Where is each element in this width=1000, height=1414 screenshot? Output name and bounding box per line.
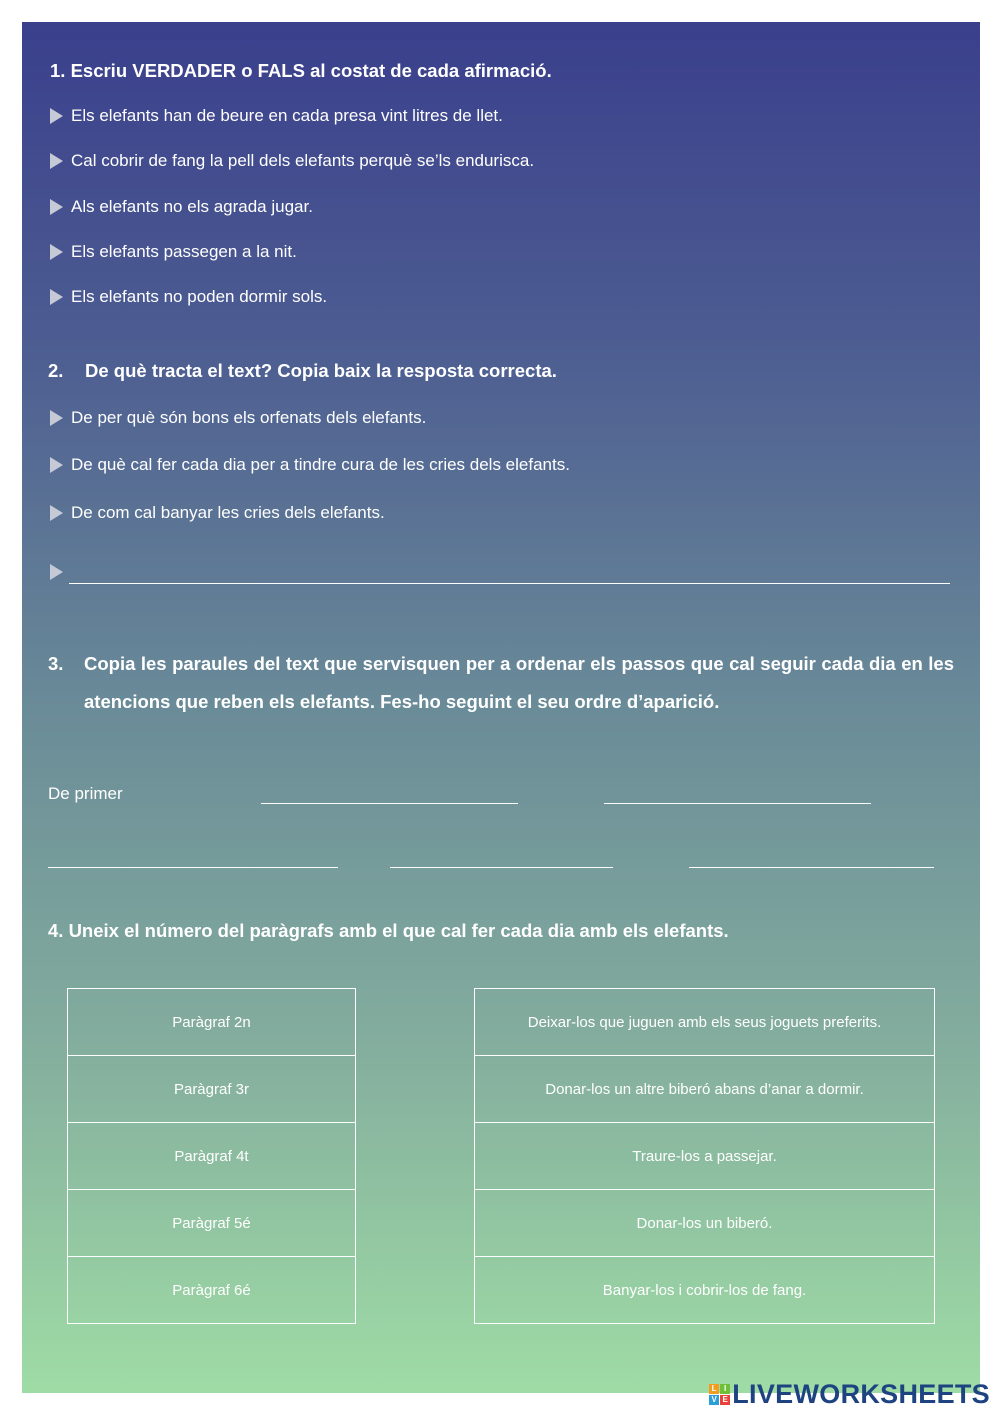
- triangle-bullet-icon: [50, 244, 63, 260]
- table-row: [68, 1257, 356, 1324]
- worksheet: [22, 22, 980, 1393]
- paragraph-cell[interactable]: Paràgraf 3r: [68, 1056, 356, 1123]
- paragraph-cell[interactable]: Paràgraf 5é: [68, 1190, 356, 1257]
- first-label: De primer: [48, 784, 123, 803]
- table-row: [68, 989, 356, 1056]
- q2-option: [50, 455, 570, 475]
- paragraph-table: [67, 988, 356, 1324]
- triangle-bullet-icon: [50, 108, 63, 124]
- triangle-bullet-icon: [50, 410, 63, 426]
- triangle-bullet-icon: [50, 457, 63, 473]
- q2-option: [50, 503, 385, 523]
- logo-letter: E: [720, 1395, 730, 1405]
- question-3-number: 3.: [48, 653, 64, 674]
- action-cell[interactable]: Deixar-los que juguen amb els seus joguets preferits.: [475, 989, 935, 1056]
- triangle-bullet-icon: [50, 289, 63, 305]
- q3-answer-field-4[interactable]: [390, 867, 613, 868]
- question-1-title: 1. Escriu VERDADER o FALS al costat de cada afirmació.: [50, 60, 552, 81]
- q2-option-text: De per què són bons els orfenats dels elefants.: [71, 408, 427, 427]
- liveworksheets-logo: [709, 1379, 990, 1410]
- question-4-title: 4. Uneix el número del paràgrafs amb el que cal fer cada dia amb els elefants.: [48, 920, 729, 941]
- q1-statement-text: Els elefants passegen a la nit.: [71, 242, 297, 261]
- action-cell[interactable]: Donar-los un altre biberó abans d’anar a dormir.: [475, 1056, 935, 1123]
- q1-statement-text: Els elefants no poden dormir sols.: [71, 287, 328, 306]
- logo-letter: L: [709, 1384, 719, 1394]
- table-row: [475, 1190, 935, 1257]
- q1-statement-text: Als elefants no els agrada jugar.: [71, 197, 313, 216]
- q1-statement-text: Cal cobrir de fang la pell dels elefants perquè se’ls endurisca.: [71, 151, 535, 170]
- triangle-bullet-icon: [50, 153, 63, 169]
- q1-statement: [50, 106, 503, 126]
- q2-answer-row: [50, 564, 71, 580]
- action-table: [474, 988, 935, 1324]
- paragraph-cell[interactable]: Paràgraf 4t: [68, 1123, 356, 1190]
- brand-name: LIVEWORKSHEETS: [732, 1379, 990, 1409]
- paragraph-cell[interactable]: Paràgraf 2n: [68, 989, 356, 1056]
- paragraph-cell[interactable]: Paràgraf 6é: [68, 1257, 356, 1324]
- q2-option-text: De com cal banyar les cries dels elefants.: [71, 503, 385, 522]
- q3-answer-field-2[interactable]: [604, 803, 871, 804]
- q1-statement: [50, 197, 313, 217]
- q1-statement-text: Els elefants han de beure en cada presa vint litres de llet.: [71, 106, 503, 125]
- q3-answer-field-5[interactable]: [689, 867, 934, 868]
- table-row: [68, 1056, 356, 1123]
- question-2-title: [48, 360, 557, 382]
- triangle-bullet-icon: [50, 199, 63, 215]
- table-row: [68, 1123, 356, 1190]
- logo-letter: I: [720, 1384, 730, 1394]
- q3-answer-field-1[interactable]: [261, 803, 518, 804]
- logo-letter: V: [709, 1395, 719, 1405]
- triangle-bullet-icon: [50, 505, 63, 521]
- question-2-number: 2.: [48, 360, 64, 381]
- question-2-text: De què tracta el text? Copia baix la resposta correcta.: [85, 360, 557, 381]
- table-row: [475, 989, 935, 1056]
- question-3-text: Copia les paraules del text que servisquen per a ordenar els passos que cal seguir cada dia en les atencions que reben els elefants. Fes-ho seguint el seu ordre d’aparició.: [84, 653, 954, 712]
- q2-option-text: De què cal fer cada dia per a tindre cura de les cries dels elefants.: [71, 455, 570, 474]
- table-row: [475, 1056, 935, 1123]
- q1-statement: [50, 287, 327, 307]
- q1-statement: [50, 242, 297, 262]
- triangle-bullet-icon: [50, 564, 63, 580]
- table-row: [475, 1257, 935, 1324]
- question-3: [48, 645, 954, 721]
- logo-squares-icon: [709, 1384, 730, 1405]
- q3-answer-field-3[interactable]: [48, 867, 338, 868]
- table-row: [68, 1190, 356, 1257]
- q2-answer-field[interactable]: [69, 583, 950, 584]
- action-cell[interactable]: Traure-los a passejar.: [475, 1123, 935, 1190]
- q1-statement: [50, 151, 534, 171]
- action-cell[interactable]: Banyar-los i cobrir-los de fang.: [475, 1257, 935, 1324]
- action-cell[interactable]: Donar-los un biberó.: [475, 1190, 935, 1257]
- table-row: [475, 1123, 935, 1190]
- q2-option: [50, 408, 426, 428]
